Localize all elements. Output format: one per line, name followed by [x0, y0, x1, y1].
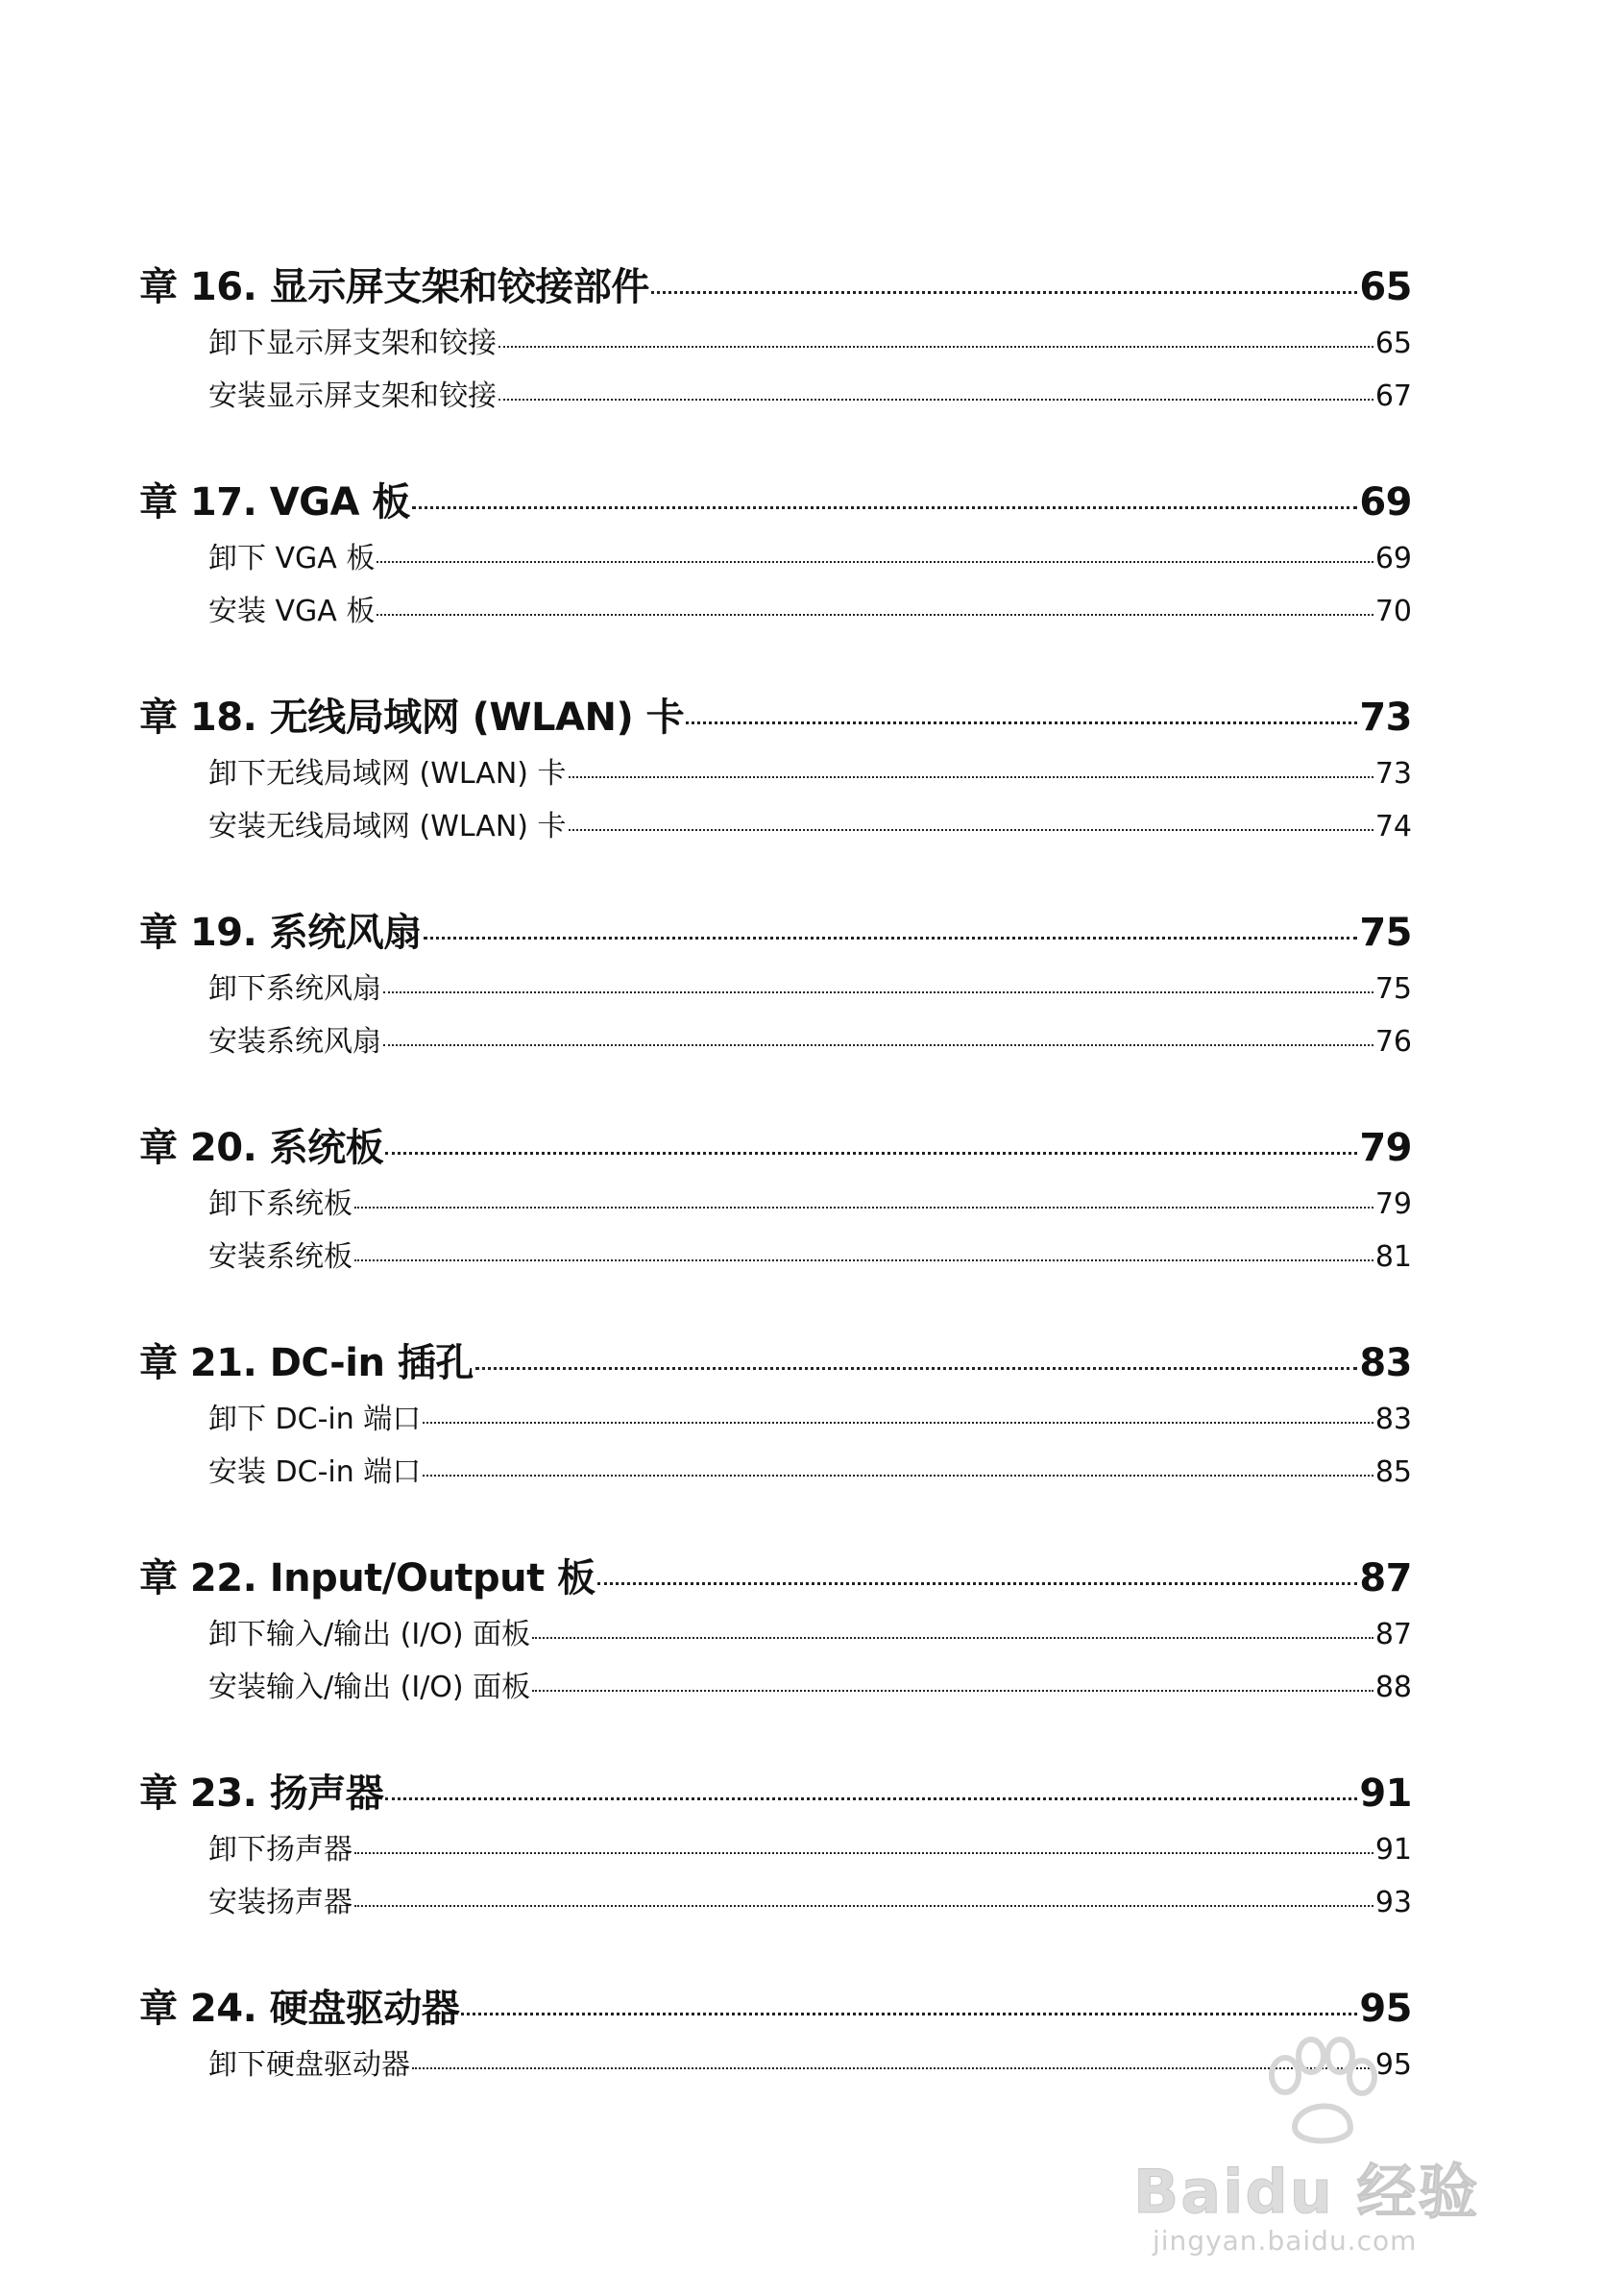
section-title: 卸下 DC-in 端口	[208, 1403, 422, 1436]
section-title: 卸下无线局域网 (WLAN) 卡	[208, 757, 567, 791]
section-entry[interactable]	[139, 1446, 1412, 1499]
chapter-entry[interactable]	[139, 1118, 1412, 1178]
chapter-entry[interactable]	[139, 1549, 1412, 1608]
dot-leader	[377, 614, 1373, 616]
section-title: 卸下系统风扇	[208, 972, 381, 1006]
toc-chapter	[139, 1118, 1412, 1283]
chapter-page-number: 73	[1359, 696, 1412, 740]
section-page-number: 67	[1374, 379, 1412, 413]
dot-leader	[569, 829, 1373, 831]
section-title: 卸下输入/输出 (I/O) 面板	[208, 1618, 531, 1651]
section-page-number: 79	[1374, 1187, 1412, 1221]
toc-chapter	[139, 1549, 1412, 1714]
section-page-number: 74	[1374, 810, 1412, 843]
section-page-number: 73	[1374, 757, 1412, 791]
toc-chapter	[139, 688, 1412, 853]
dot-leader	[383, 1044, 1373, 1046]
section-entry[interactable]	[139, 963, 1412, 1015]
section-page-number: 95	[1374, 2048, 1412, 2082]
section-entry[interactable]	[139, 585, 1412, 638]
section-title: 安装 VGA 板	[208, 595, 376, 628]
chapter-page-number: 69	[1359, 480, 1412, 525]
paw-icon	[1258, 2037, 1383, 2152]
dot-leader	[498, 346, 1373, 348]
chapter-title: 章 19. 系统风扇	[139, 911, 422, 955]
toc-chapter	[139, 903, 1412, 1068]
toc-chapter	[139, 257, 1412, 423]
dot-leader	[354, 1852, 1373, 1854]
chapter-entry[interactable]	[139, 903, 1412, 963]
section-entry[interactable]	[139, 1231, 1412, 1283]
chapter-title: 章 22. Input/Output 板	[139, 1556, 595, 1600]
section-title: 卸下系统板	[208, 1187, 352, 1221]
baidu-jingyan-watermark	[1133, 2037, 1518, 2258]
dot-leader	[354, 1905, 1373, 1907]
section-entry[interactable]	[139, 1608, 1412, 1661]
section-page-number: 93	[1374, 1886, 1412, 1919]
chapter-page-number: 83	[1359, 1341, 1412, 1385]
chapter-entry[interactable]	[139, 1979, 1412, 2039]
dot-leader	[354, 1259, 1373, 1261]
section-page-number: 85	[1374, 1455, 1412, 1489]
section-entry[interactable]	[139, 532, 1412, 585]
chapter-title: 章 20. 系统板	[139, 1126, 384, 1170]
chapter-title: 章 17. VGA 板	[139, 480, 410, 525]
section-entry[interactable]	[139, 1393, 1412, 1446]
section-page-number: 87	[1374, 1618, 1412, 1651]
section-page-number: 70	[1374, 595, 1412, 628]
section-entry[interactable]	[139, 1823, 1412, 1876]
dot-leader	[597, 1582, 1358, 1585]
chapter-page-number: 65	[1359, 265, 1412, 309]
section-entry[interactable]	[139, 1178, 1412, 1231]
section-title: 卸下 VGA 板	[208, 542, 376, 575]
dot-leader	[461, 2013, 1357, 2015]
chapter-entry[interactable]	[139, 473, 1412, 532]
dot-leader	[383, 991, 1373, 993]
chapter-title: 章 21. DC-in 插孔	[139, 1341, 474, 1385]
watermark-brand: Baidu 经验	[1133, 2157, 1480, 2227]
dot-leader	[532, 1637, 1373, 1639]
section-entry[interactable]	[139, 747, 1412, 800]
section-entry[interactable]	[139, 1876, 1412, 1929]
section-page-number: 69	[1374, 542, 1412, 575]
chapter-page-number: 79	[1359, 1126, 1412, 1170]
dot-leader	[385, 1152, 1357, 1155]
section-title: 安装扬声器	[208, 1886, 352, 1919]
chapter-entry[interactable]	[139, 257, 1412, 317]
dot-leader	[569, 776, 1373, 778]
section-title: 卸下扬声器	[208, 1833, 352, 1867]
section-title: 安装无线局域网 (WLAN) 卡	[208, 810, 567, 843]
section-title: 安装 DC-in 端口	[208, 1455, 422, 1489]
chapter-title: 章 16. 显示屏支架和铰接部件	[139, 265, 649, 309]
section-entry[interactable]	[139, 370, 1412, 423]
dot-leader	[686, 721, 1357, 724]
table-of-contents	[139, 257, 1412, 2091]
section-title: 安装系统板	[208, 1240, 352, 1274]
section-page-number: 91	[1374, 1833, 1412, 1867]
dot-leader	[498, 399, 1373, 401]
chapter-page-number: 75	[1359, 911, 1412, 955]
chapter-entry[interactable]	[139, 1764, 1412, 1823]
section-title: 安装显示屏支架和铰接	[208, 379, 497, 413]
section-page-number: 76	[1374, 1025, 1412, 1059]
section-entry[interactable]	[139, 1661, 1412, 1714]
dot-leader	[532, 1690, 1373, 1692]
toc-chapter	[139, 1764, 1412, 1929]
section-page-number: 83	[1374, 1403, 1412, 1436]
toc-chapter	[139, 473, 1412, 638]
section-entry[interactable]	[139, 1015, 1412, 1068]
dot-leader	[475, 1367, 1357, 1370]
chapter-entry[interactable]	[139, 688, 1412, 747]
chapter-title: 章 23. 扬声器	[139, 1771, 384, 1816]
section-entry[interactable]	[139, 317, 1412, 370]
dot-leader	[385, 1797, 1357, 1800]
section-title: 卸下显示屏支架和铰接	[208, 327, 497, 360]
section-page-number: 75	[1374, 972, 1412, 1006]
section-page-number: 88	[1374, 1671, 1412, 1704]
watermark-url: jingyan.baidu.com	[1153, 2225, 1418, 2257]
dot-leader	[377, 561, 1373, 563]
chapter-page-number: 87	[1359, 1556, 1412, 1600]
dot-leader	[423, 1475, 1373, 1477]
dot-leader	[424, 937, 1358, 940]
dot-leader	[651, 291, 1358, 294]
dot-leader	[412, 506, 1357, 509]
section-page-number: 65	[1374, 327, 1412, 360]
chapter-title: 章 24. 硬盘驱动器	[139, 1987, 460, 2031]
dot-leader	[423, 1422, 1373, 1424]
chapter-page-number: 95	[1359, 1987, 1412, 2031]
section-entry[interactable]	[139, 800, 1412, 853]
chapter-page-number: 91	[1359, 1771, 1412, 1816]
section-page-number: 81	[1374, 1240, 1412, 1274]
section-title: 安装输入/输出 (I/O) 面板	[208, 1671, 531, 1704]
dot-leader	[354, 1207, 1373, 1209]
chapter-entry[interactable]	[139, 1333, 1412, 1393]
toc-chapter	[139, 1333, 1412, 1499]
section-title: 安装系统风扇	[208, 1025, 381, 1059]
section-title: 卸下硬盘驱动器	[208, 2048, 410, 2082]
chapter-title: 章 18. 无线局域网 (WLAN) 卡	[139, 696, 685, 740]
